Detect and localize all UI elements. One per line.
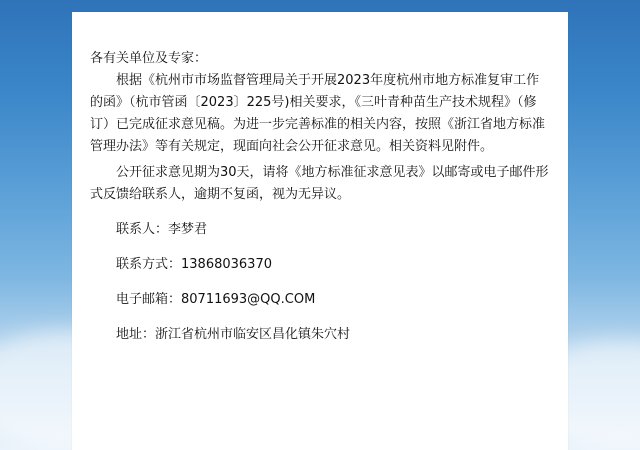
contact-address: 地址：浙江省杭州市临安区昌化镇朱穴村	[116, 327, 351, 342]
document-paper	[72, 12, 568, 450]
paragraph-1: 根据《杭州市市场监督管理局关于开展2023年度杭州市地方标准复审工作的函》（杭市管函〔2023〕225号)相关要求，《三叶青种苗生产技术规程》（修订）已完成征求意见稿。为进一步完善标准的相关内容，按照《浙江省地方标准管理办法》等有关规定，现面向社会公开征求意见。相关资料见附件。	[90, 73, 546, 154]
contact-email: 电子邮箱：80711693@QQ.COM	[116, 292, 316, 307]
contact-person: 联系人：李梦君	[116, 222, 208, 237]
paragraph-2: 公开征求意见期为30天，请将《地方标准征求意见表》以邮寄或电子邮件形式反馈给联系人，逾期不复函，视为无异议。	[90, 165, 549, 202]
salutation: 各有关单位及专家：	[90, 51, 208, 66]
contact-phone: 联系方式：13868036370	[116, 257, 272, 272]
document-content	[90, 48, 550, 359]
